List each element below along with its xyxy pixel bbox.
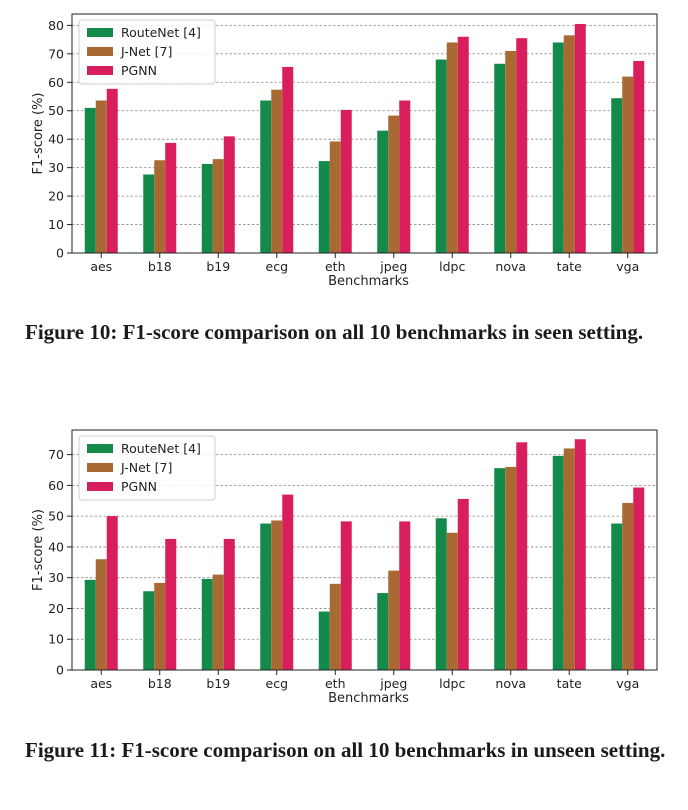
legend-label: J-Net [7] bbox=[121, 460, 173, 475]
bar-pgnn-ecg bbox=[282, 67, 293, 253]
x-axis-label: Benchmarks bbox=[328, 691, 409, 706]
bar-routenet-4-eth bbox=[319, 161, 330, 253]
x-tick-label: nova bbox=[495, 259, 527, 274]
bar-routenet-4-b19 bbox=[202, 579, 213, 670]
y-tick-label: 30 bbox=[48, 570, 64, 586]
bar-routenet-4-aes bbox=[85, 580, 96, 670]
legend bbox=[79, 20, 215, 84]
bar-pgnn-b18 bbox=[165, 539, 176, 670]
bar-j-net-7-nova bbox=[505, 467, 516, 670]
legend-label: RouteNet [4] bbox=[121, 25, 201, 40]
legend-swatch bbox=[87, 482, 113, 491]
bar-routenet-4-tate bbox=[553, 456, 564, 670]
legend-swatch bbox=[87, 463, 113, 472]
bar-j-net-7-ecg bbox=[271, 520, 282, 670]
x-tick-label: ldpc bbox=[439, 676, 466, 691]
bar-pgnn-eth bbox=[341, 110, 352, 253]
bar-routenet-4-ecg bbox=[260, 100, 271, 253]
bar-routenet-4-vga bbox=[611, 98, 622, 253]
bar-routenet-4-tate bbox=[553, 42, 564, 253]
bar-routenet-4-nova bbox=[494, 64, 505, 253]
y-tick-label: 40 bbox=[48, 131, 64, 147]
y-tick-label: 50 bbox=[48, 103, 64, 119]
bar-pgnn-b18 bbox=[165, 143, 176, 253]
y-axis-label: F1-score (%) bbox=[31, 92, 46, 175]
bar-routenet-4-aes bbox=[85, 108, 96, 253]
x-tick-label: nova bbox=[495, 676, 527, 691]
bar-routenet-4-ldpc bbox=[436, 518, 447, 670]
bar-j-net-7-eth bbox=[330, 141, 341, 253]
bar-routenet-4-vga bbox=[611, 524, 622, 670]
y-tick-label: 60 bbox=[48, 74, 64, 90]
y-tick-label: 70 bbox=[48, 46, 64, 62]
y-axis-label: F1-score (%) bbox=[31, 509, 46, 591]
bar-routenet-4-b18 bbox=[143, 591, 154, 670]
bar-j-net-7-jpeg bbox=[388, 116, 399, 253]
bar-pgnn-b19 bbox=[224, 539, 235, 670]
bar-pgnn-aes bbox=[107, 89, 118, 253]
y-tick-label: 10 bbox=[48, 217, 64, 233]
y-tick-label: 0 bbox=[56, 245, 64, 261]
x-tick-label: tate bbox=[556, 676, 582, 691]
legend-label: J-Net [7] bbox=[121, 44, 173, 59]
x-tick-label: ldpc bbox=[439, 259, 466, 274]
f1-score-unseen-chart bbox=[0, 415, 688, 715]
bar-pgnn-ecg bbox=[282, 495, 293, 670]
y-tick-label: 10 bbox=[48, 631, 64, 647]
x-tick-label: b18 bbox=[147, 676, 172, 691]
legend-swatch bbox=[87, 28, 113, 37]
figure-11-caption: Figure 11: F1-score comparison on all 10 benchmarks in unseen setting. bbox=[25, 738, 666, 762]
x-tick-label: b19 bbox=[206, 259, 231, 274]
bar-pgnn-nova bbox=[516, 442, 527, 670]
f1-score-seen-chart bbox=[0, 0, 688, 300]
legend-label: PGNN bbox=[121, 479, 157, 494]
y-tick-label: 20 bbox=[48, 188, 64, 204]
bar-pgnn-nova bbox=[516, 38, 527, 253]
bar-routenet-4-jpeg bbox=[377, 593, 388, 670]
y-tick-label: 20 bbox=[48, 600, 64, 616]
bar-pgnn-tate bbox=[575, 24, 586, 253]
x-tick-label: jpeg bbox=[380, 676, 408, 691]
bar-routenet-4-nova bbox=[494, 468, 505, 670]
bar-j-net-7-eth bbox=[330, 584, 341, 670]
y-tick-label: 40 bbox=[48, 539, 64, 555]
x-tick-label: b18 bbox=[147, 259, 172, 274]
legend-swatch bbox=[87, 66, 113, 75]
y-tick-label: 80 bbox=[48, 17, 64, 33]
bar-pgnn-aes bbox=[107, 516, 118, 670]
bar-j-net-7-ldpc bbox=[447, 42, 458, 253]
x-tick-label: aes bbox=[90, 676, 113, 691]
bar-j-net-7-vga bbox=[622, 503, 633, 670]
x-tick-label: tate bbox=[556, 259, 582, 274]
bar-j-net-7-b18 bbox=[154, 583, 165, 670]
bar-j-net-7-b19 bbox=[213, 575, 224, 670]
x-tick-label: ecg bbox=[265, 259, 288, 274]
bar-j-net-7-tate bbox=[564, 448, 575, 670]
bar-j-net-7-b18 bbox=[154, 160, 165, 253]
bar-j-net-7-ecg bbox=[271, 90, 282, 253]
bar-j-net-7-aes bbox=[96, 100, 107, 253]
y-tick-label: 30 bbox=[48, 160, 64, 176]
x-tick-label: eth bbox=[324, 259, 346, 274]
bar-routenet-4-jpeg bbox=[377, 131, 388, 253]
x-tick-label: vga bbox=[616, 676, 640, 691]
x-tick-label: jpeg bbox=[380, 259, 408, 274]
bar-routenet-4-b19 bbox=[202, 164, 213, 253]
bar-j-net-7-nova bbox=[505, 51, 516, 253]
legend-swatch bbox=[87, 47, 113, 56]
bar-routenet-4-ecg bbox=[260, 524, 271, 670]
legend bbox=[79, 436, 215, 500]
x-axis-label: Benchmarks bbox=[328, 274, 409, 289]
bar-pgnn-jpeg bbox=[399, 100, 410, 253]
bar-routenet-4-b18 bbox=[143, 174, 154, 253]
y-tick-label: 60 bbox=[48, 477, 64, 493]
y-tick-label: 70 bbox=[48, 447, 64, 463]
bar-j-net-7-aes bbox=[96, 559, 107, 670]
legend-label: RouteNet [4] bbox=[121, 441, 201, 456]
y-tick-label: 0 bbox=[56, 662, 64, 678]
bar-pgnn-ldpc bbox=[458, 37, 469, 253]
x-tick-label: vga bbox=[616, 259, 640, 274]
bar-pgnn-tate bbox=[575, 439, 586, 670]
bar-pgnn-ldpc bbox=[458, 499, 469, 670]
x-tick-label: eth bbox=[324, 676, 346, 691]
x-tick-label: b19 bbox=[206, 676, 231, 691]
figure-10-caption: Figure 10: F1-score comparison on all 10 benchmarks in seen setting. bbox=[25, 320, 644, 344]
bar-j-net-7-tate bbox=[564, 35, 575, 253]
bar-j-net-7-jpeg bbox=[388, 571, 399, 670]
bar-pgnn-eth bbox=[341, 521, 352, 670]
bar-routenet-4-ldpc bbox=[436, 60, 447, 253]
x-tick-label: aes bbox=[90, 259, 113, 274]
bar-pgnn-vga bbox=[633, 488, 644, 670]
bar-j-net-7-b19 bbox=[213, 159, 224, 253]
bar-pgnn-jpeg bbox=[399, 521, 410, 670]
x-tick-label: ecg bbox=[265, 676, 288, 691]
y-tick-label: 50 bbox=[48, 508, 64, 524]
bar-routenet-4-eth bbox=[319, 612, 330, 670]
legend-label: PGNN bbox=[121, 63, 157, 78]
bar-pgnn-vga bbox=[633, 61, 644, 253]
bar-j-net-7-vga bbox=[622, 77, 633, 253]
legend-swatch bbox=[87, 444, 113, 453]
bar-pgnn-b19 bbox=[224, 136, 235, 253]
bar-j-net-7-ldpc bbox=[447, 533, 458, 670]
